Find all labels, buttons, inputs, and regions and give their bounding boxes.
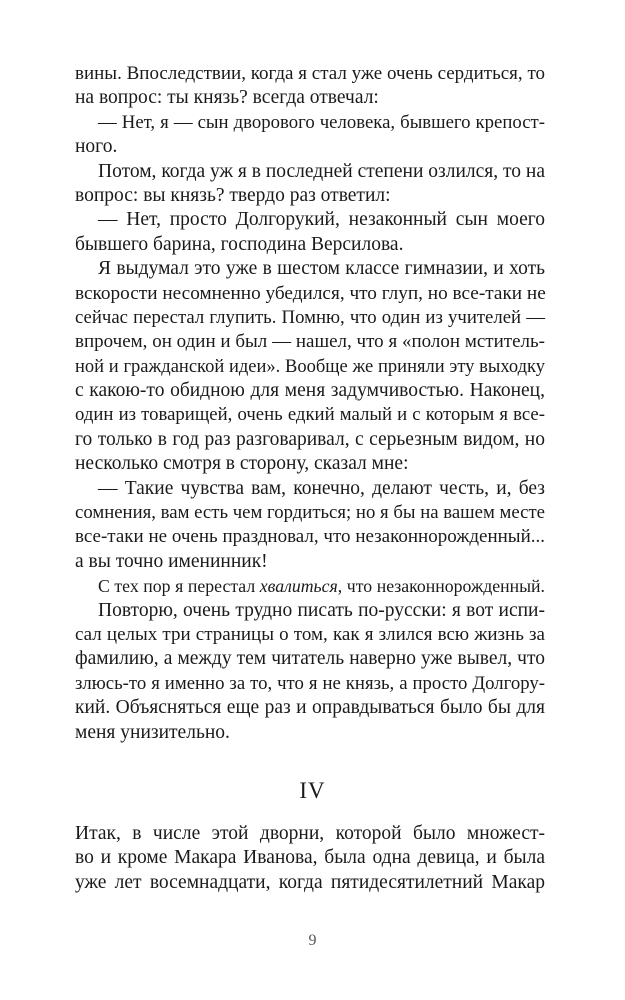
text-line: сал целых три страницы о том, как я злился всю жизнь за [75,623,545,645]
text-line: Я выдумал это уже в шестом классе гимназии, и хоть [98,258,545,280]
text-line: все-таки не очень праздновал, что незаконнорожденный... [75,526,545,548]
text-line: на вопрос: ты князь? всегда отвечал: [75,87,379,109]
text-line: впрочем, он один и был — нашел, что я «полон мститель- [75,331,545,353]
text-line: Потом, когда уж я в последней степени озлился, то на [98,160,545,182]
text-run: С тех пор я перестал [98,576,260,597]
text-block-chapter [75,822,545,895]
text-run: , что незаконнорожденный. [337,576,545,597]
text-line: — Нет, я — сын дворового человека, бывшего крепост- [98,111,545,133]
text-line: го только в год раз разговаривал, с серьезным видом, но [75,428,545,450]
text-line: вопрос: вы князь? твердо раз ответил: [75,184,391,206]
text-line: во и кроме Макара Иванова, была одна девица, и была [75,847,545,869]
text-line: злюсь-то я именно за то, что я не князь, а просто Долгору- [75,672,545,694]
text-line: несколько смотря в сторону, сказал мне: [75,453,409,475]
text-line: Итак, в числе этой дворни, которой было множест- [75,823,545,844]
text-line: один из товарищей, очень едкий малый и с которым я все- [75,404,545,426]
text-line: сомнения, вам есть чем гордиться; но я бы на вашем месте [75,502,545,524]
text-line: вины. Впоследствии, когда я стал уже очень сердиться, то [75,63,545,84]
text-block-main [75,62,545,745]
text-line: кий. Объясняться еще раз и оправдываться было бы для [75,697,545,719]
text-line: меня унизительно. [75,721,230,743]
text-line: уже лет восемнадцати, когда пятидесятилетний Макар [75,871,545,893]
text-line: ного. [75,136,118,158]
text-line: — Такие чувства вам, конечно, делают честь, и, без [98,477,545,499]
text-line: сейчас перестал глупить. Помню, что один из учителей — [75,306,545,328]
text-line: фамилию, а между тем читатель наверно уже вывел, что [75,648,545,670]
text-line: — Нет, просто Долгорукий, незаконный сын моего [98,209,545,231]
text-line: ной и гражданской идеи». Вообще же приняли эту выходку [75,356,545,377]
text-line: с какою-то обидною для меня задумчивостью. Наконец, [75,380,545,402]
text-line [75,574,545,598]
text-line: бывшего барина, господина Версилова. [75,233,404,255]
text-line: вскорости несомненно убедился, что глуп, но все-таки не [75,282,546,304]
page-number: 9 [308,932,317,949]
chapter-heading: IV [299,778,326,803]
text-line: а вы точно именинник! [75,550,268,572]
text-line: Повторю, очень трудно писать по-русски: я вот испи- [98,599,545,621]
italic-word: хвалиться [259,576,338,597]
